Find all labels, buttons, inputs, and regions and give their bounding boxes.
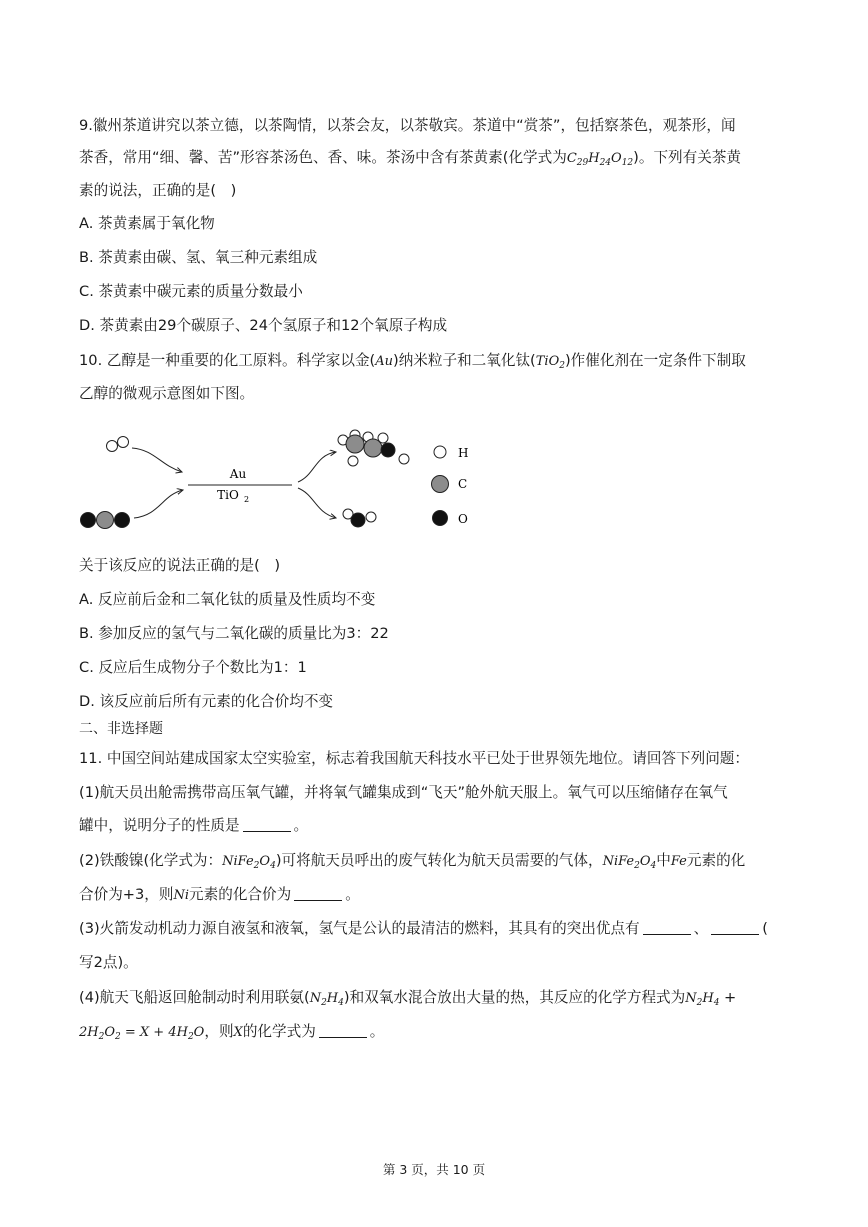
answer-blank-4[interactable]	[711, 920, 759, 935]
legend-o-label: O	[458, 512, 468, 526]
answer-blank-3[interactable]	[643, 920, 691, 935]
legend-c-label: C	[458, 477, 468, 491]
q11-part4-line1: (4)航天飞船返回舱制动时利用联氨$(N_2H_4)$和双氧水混合放出大量的热，其反应的化学方程式为$N_2H_4$ +	[79, 989, 737, 1008]
legend-c-swatch	[432, 476, 449, 493]
arrow-out-top	[298, 452, 336, 482]
q9-option-b: B. 茶黄素由碳、氢、氧三种元素组成	[79, 249, 318, 266]
arrow-in-bottom	[134, 490, 183, 518]
q11-stem: 11. 中国空间站建成国家太空实验室，标志着我国航天科技水平已处于世界领先地位。请回答下列问题：	[79, 750, 749, 767]
ethanol-molecule	[338, 430, 409, 466]
co2-molecule	[81, 512, 130, 529]
legend-h-label: H	[458, 446, 469, 460]
answer-blank-5[interactable]	[319, 1023, 367, 1038]
q11-part3-line1: (3)火箭发动机动力源自液氢和液氧，氢气是公认的最清洁的燃料，其具有的突出优点有 、 (	[79, 920, 768, 937]
q9-option-c: C. 茶黄素中碳元素的质量分数最小	[79, 283, 303, 300]
answer-blank-2[interactable]	[294, 886, 342, 901]
water-molecule	[343, 509, 376, 527]
q10-option-c: C. 反应后生成物分子个数比为1：1	[79, 659, 307, 676]
catalyst-tio2-subscript: 2	[244, 495, 250, 504]
page-footer: 第 3 页，共 10 页	[382, 1162, 486, 1177]
q9-stem-line1: 9.徽州茶道讲究以茶立德，以茶陶情，以茶会友，以茶敬宾。茶道中“赏茶”，包括察茶色，观茶形，闻	[79, 117, 736, 134]
q11-part1-line1: (1)航天员出舱需携带高压氧气罐，并将氧气罐集成到“飞天”舱外航天服上。氧气可以压缩储存在氧气	[79, 784, 728, 801]
legend	[432, 446, 469, 526]
q11-part1-line2: 罐中，说明分子的性质是 。	[79, 817, 309, 834]
q10-stem-line1: 10. 乙醇是一种重要的化工原料。科学家以金(Au)纳米粒子和二氧化钛(TiO$_2$)作催化剂在一定条件下制取	[79, 352, 746, 371]
q9-stem-line2: 茶香，常用“细、馨、苦”形容茶汤色、香、味。茶汤中含有茶黄素(化学式为$C_{29}H_{24}O_{12}$)。下列有关茶黄	[79, 149, 742, 168]
q10-option-a: A. 反应前后金和二氧化钛的质量及性质均不变	[79, 591, 376, 608]
q10-after-diagram: 关于该反应的说法正确的是( )	[79, 557, 281, 574]
catalyst-tio2-label: TiO	[217, 488, 239, 502]
q10-option-d: D. 该反应前后所有元素的化合价均不变	[79, 693, 334, 710]
section-heading: 二、非选择题	[79, 721, 163, 737]
q11-part2-line1: (2)铁酸镍(化学式为：$NiFe_2O_4$)可将航天员呼出的废气转化为航天员需要的气体，$NiFe_2O_4$中Fe元素的化	[79, 852, 746, 871]
legend-o-swatch	[433, 511, 448, 526]
reaction-diagram	[70, 420, 490, 545]
legend-h-swatch	[434, 446, 446, 458]
q9-stem-line3: 素的说法，正确的是( )	[79, 182, 237, 199]
q10-stem-line2: 乙醇的微观示意图如下图。	[79, 385, 255, 402]
q9-option-d: D. 茶黄素由29个碳原子、24个氢原子和12个氧原子构成	[79, 317, 448, 334]
q11-part2-line2: 合价为+3，则Ni元素的化合价为 。	[79, 886, 360, 903]
arrow-in-top	[132, 448, 182, 472]
q11-part4-line2: $2H_2O_2 = X + 4H_2O$，则X的化学式为 。	[79, 1023, 385, 1042]
q9-option-a: A. 茶黄素属于氧化物	[79, 215, 215, 232]
q10-option-b: B. 参加反应的氢气与二氧化碳的质量比为3：22	[79, 625, 389, 642]
catalyst-au-label: Au	[229, 467, 247, 481]
arrow-out-bottom	[298, 488, 336, 518]
h2-molecule	[107, 437, 129, 452]
answer-blank-1[interactable]	[243, 817, 291, 832]
q11-part3-line2: 写2点)。	[79, 954, 138, 971]
